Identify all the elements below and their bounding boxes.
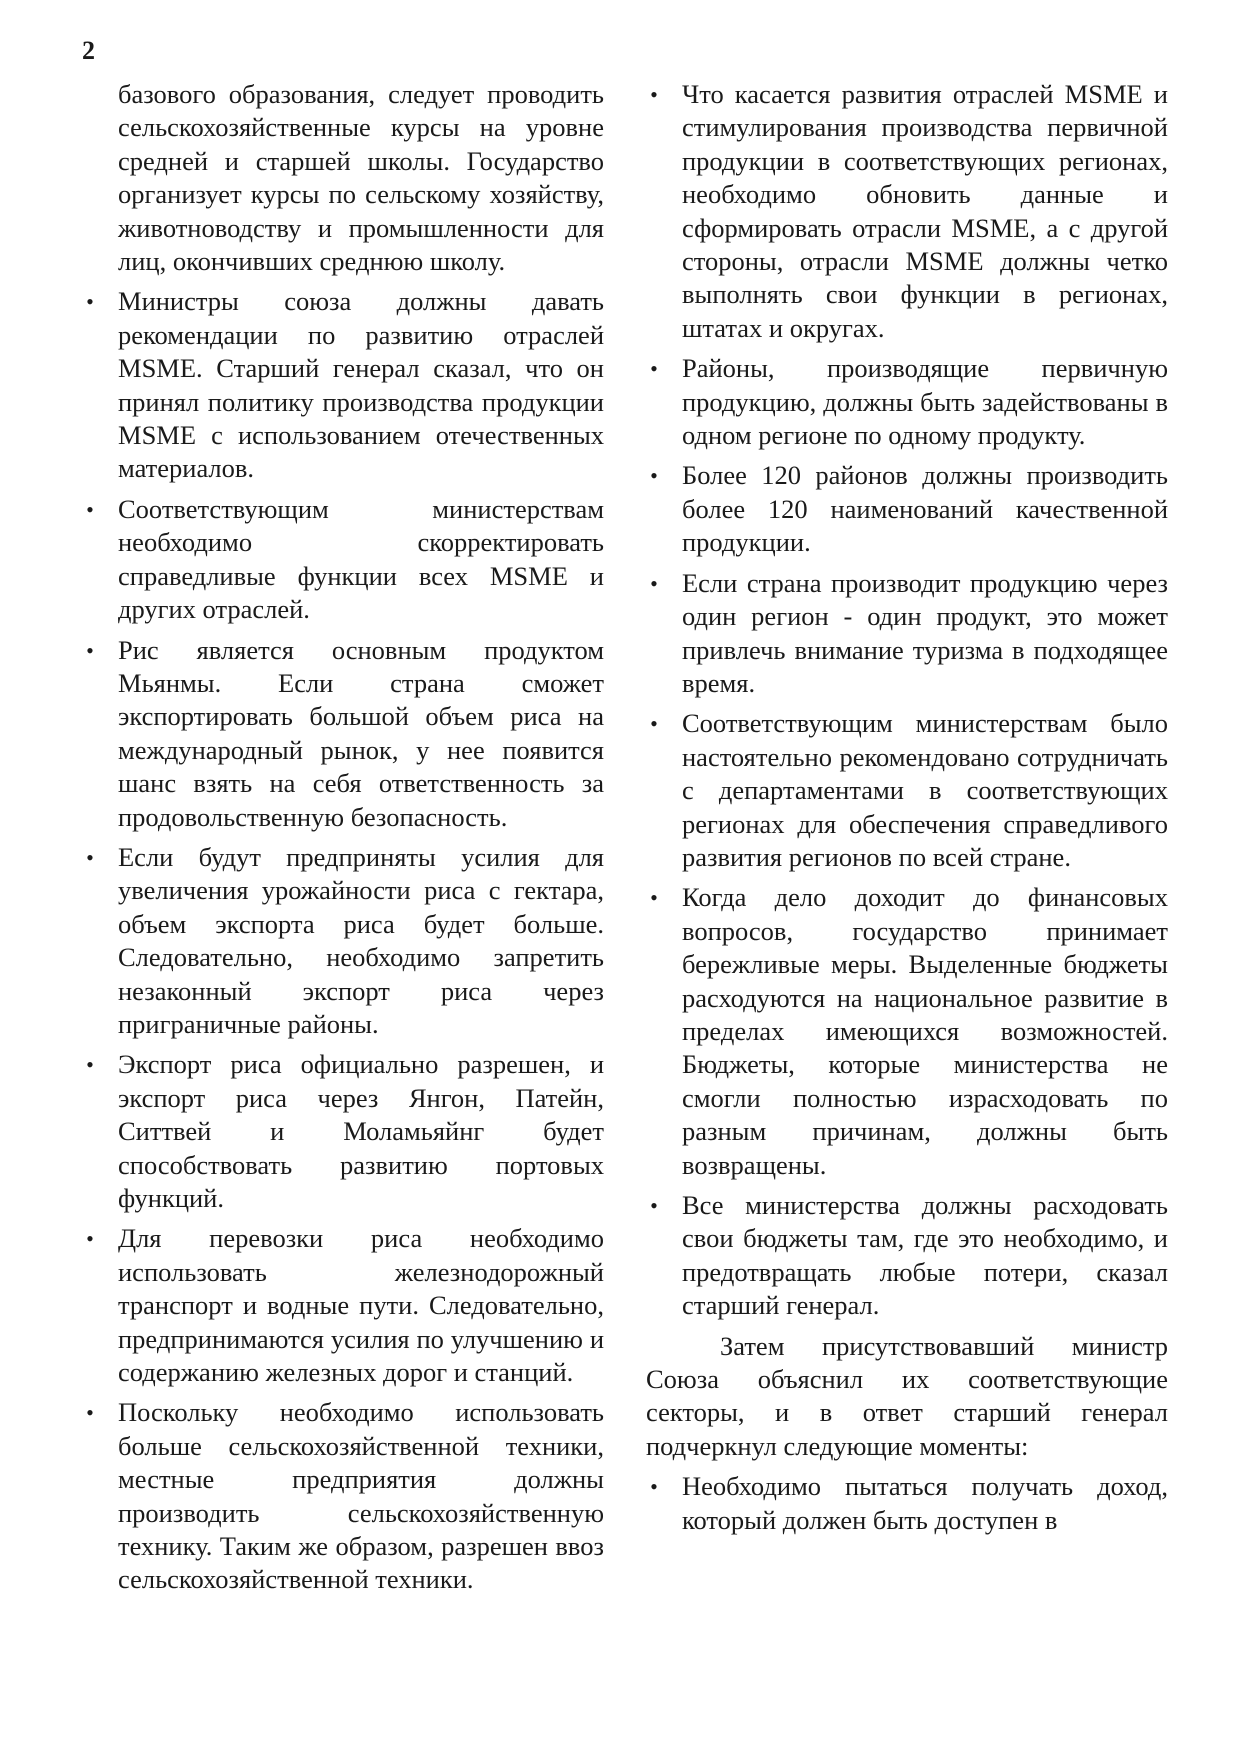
list-item [82,1048,604,1215]
bullet-icon: • [650,1193,658,1218]
list-item [646,459,1168,559]
list-item [646,881,1168,1182]
list-item-text: Более 120 районов должны производить более 120 наименований качественной продукции. [682,460,1168,558]
bullet-icon: • [86,496,94,522]
list-item [646,567,1168,701]
bullet-icon: • [650,1474,658,1500]
list-item [82,285,604,485]
list-item [82,841,604,1041]
list-item-text: Поскольку необходимо использовать больше сельскохозяйственной техники, местные предприятия должны производить сельскохозяйственную технику. Таким же образом, разрешен ввоз сельскохозяйственной техники. [118,1397,604,1595]
list-item-text: Для перевозки риса необходимо использовать железнодорожный транспорт и водные пути. Следовательно, предпринимаются усилия по улучшению и содержанию железных дорог и станций. [118,1223,604,1388]
page-number: 2 [82,36,95,65]
final-bullet-list [646,1470,1168,1537]
list-item-text: Если страна производит продукцию через один регион - один продукт, это может привлечь внимание туризма в подходящее время. [682,567,1168,698]
bullet-icon: • [650,463,658,489]
right-column [646,78,1168,1544]
list-item-text: Районы, производящие первичную продукцию, должны быть задействованы в одном регионе по одному продукту. [682,353,1168,451]
list-item [646,1189,1168,1323]
bullet-icon: • [650,356,658,382]
bullet-icon: • [650,711,658,737]
list-item-text: Если будут предприняты усилия для увеличения урожайности риса с гектара, объем экспорта риса будет больше. Следовательно, необходимо запретить незаконный экспорт риса через приграничные районы. [118,841,604,1039]
left-column [82,78,604,1604]
list-item [646,352,1168,452]
list-item-text: Соответствующим министерствам необходимо скорректировать справедливые функции всех MSME и других отраслей. [118,493,604,625]
bullet-icon: • [650,570,658,596]
bullet-icon: • [86,637,94,663]
list-item [82,634,604,834]
list-item [82,1222,604,1389]
list-item [646,78,1168,345]
bullet-icon: • [86,1226,94,1252]
list-item-text: Когда дело доходит до финансовых вопросов, государство принимает бережливые меры. Выделенные бюджеты расходуются на национальное развитие в пределах имеющихся возможностей. Бюджеты, которые министерства не смогли полностью израсходовать по разным причинам, должны быть возвращены. [682,882,1168,1180]
list-item [82,493,604,627]
list-item-text: Все министерства должны расходовать свои бюджеты там, где это необходимо, и предотвращать любые потери, сказал старший генерал. [682,1190,1168,1321]
bullet-icon: • [86,1400,94,1426]
continued-paragraph: базового образования, следует проводить сельскохозяйственные курсы на уровне средней и старшей школы. Государство организует курсы по сельскому хозяйству, животноводству и промышленности для лиц, окончивших среднюю школу. [118,79,604,277]
bullet-icon: • [86,1052,94,1078]
bullet-icon: • [650,82,658,107]
bullet-icon: • [86,289,94,315]
left-bullet-list [82,285,604,1596]
list-item-text: Рис является основным продуктом Мьянмы. Если страна сможет экспортировать большой объем риса на международный рынок, у нее появится шанс взять на себя ответственность за продовольственную безопасность. [118,634,604,832]
list-item-text: Что касается развития отраслей MSME и стимулирования производства первичной продукции в соответствующих регионах, необходимо обновить данные и сформировать отрасли MSME, а с другой стороны, отрасли MSME должны четко выполнять свои функции в регионах, штатах и округах. [682,79,1168,343]
bullet-icon: • [650,885,658,911]
list-item [646,707,1168,874]
list-item [646,1470,1168,1537]
list-item-text: Экспорт риса официально разрешен, и экспорт риса через Янгон, Патейн, Ситтвей и Моламьяйнг будет способствовать развитию портовых функций. [118,1049,604,1213]
list-item [82,1396,604,1596]
right-bullet-list [646,78,1168,1323]
list-item-text: Соответствующим министерствам было настоятельно рекомендовано сотрудничать с департаментами в соответствующих регионах для обеспечения справедливого развития регионов по всей стране. [682,708,1168,872]
list-item-text: Министры союза должны давать рекомендации по развитию отраслей MSME. Старший генерал сказал, что он принял политику производства продукции MSME с использованием отечественных материалов. [118,286,604,484]
body-paragraph: Затем присутствовавший министр Союза объяснил их соответствующие секторы, и в ответ старший генерал подчеркнул следующие моменты: [646,1330,1168,1461]
bullet-icon: • [86,844,94,870]
list-item-text: Необходимо пытаться получать доход, который должен быть доступен в [682,1471,1168,1535]
